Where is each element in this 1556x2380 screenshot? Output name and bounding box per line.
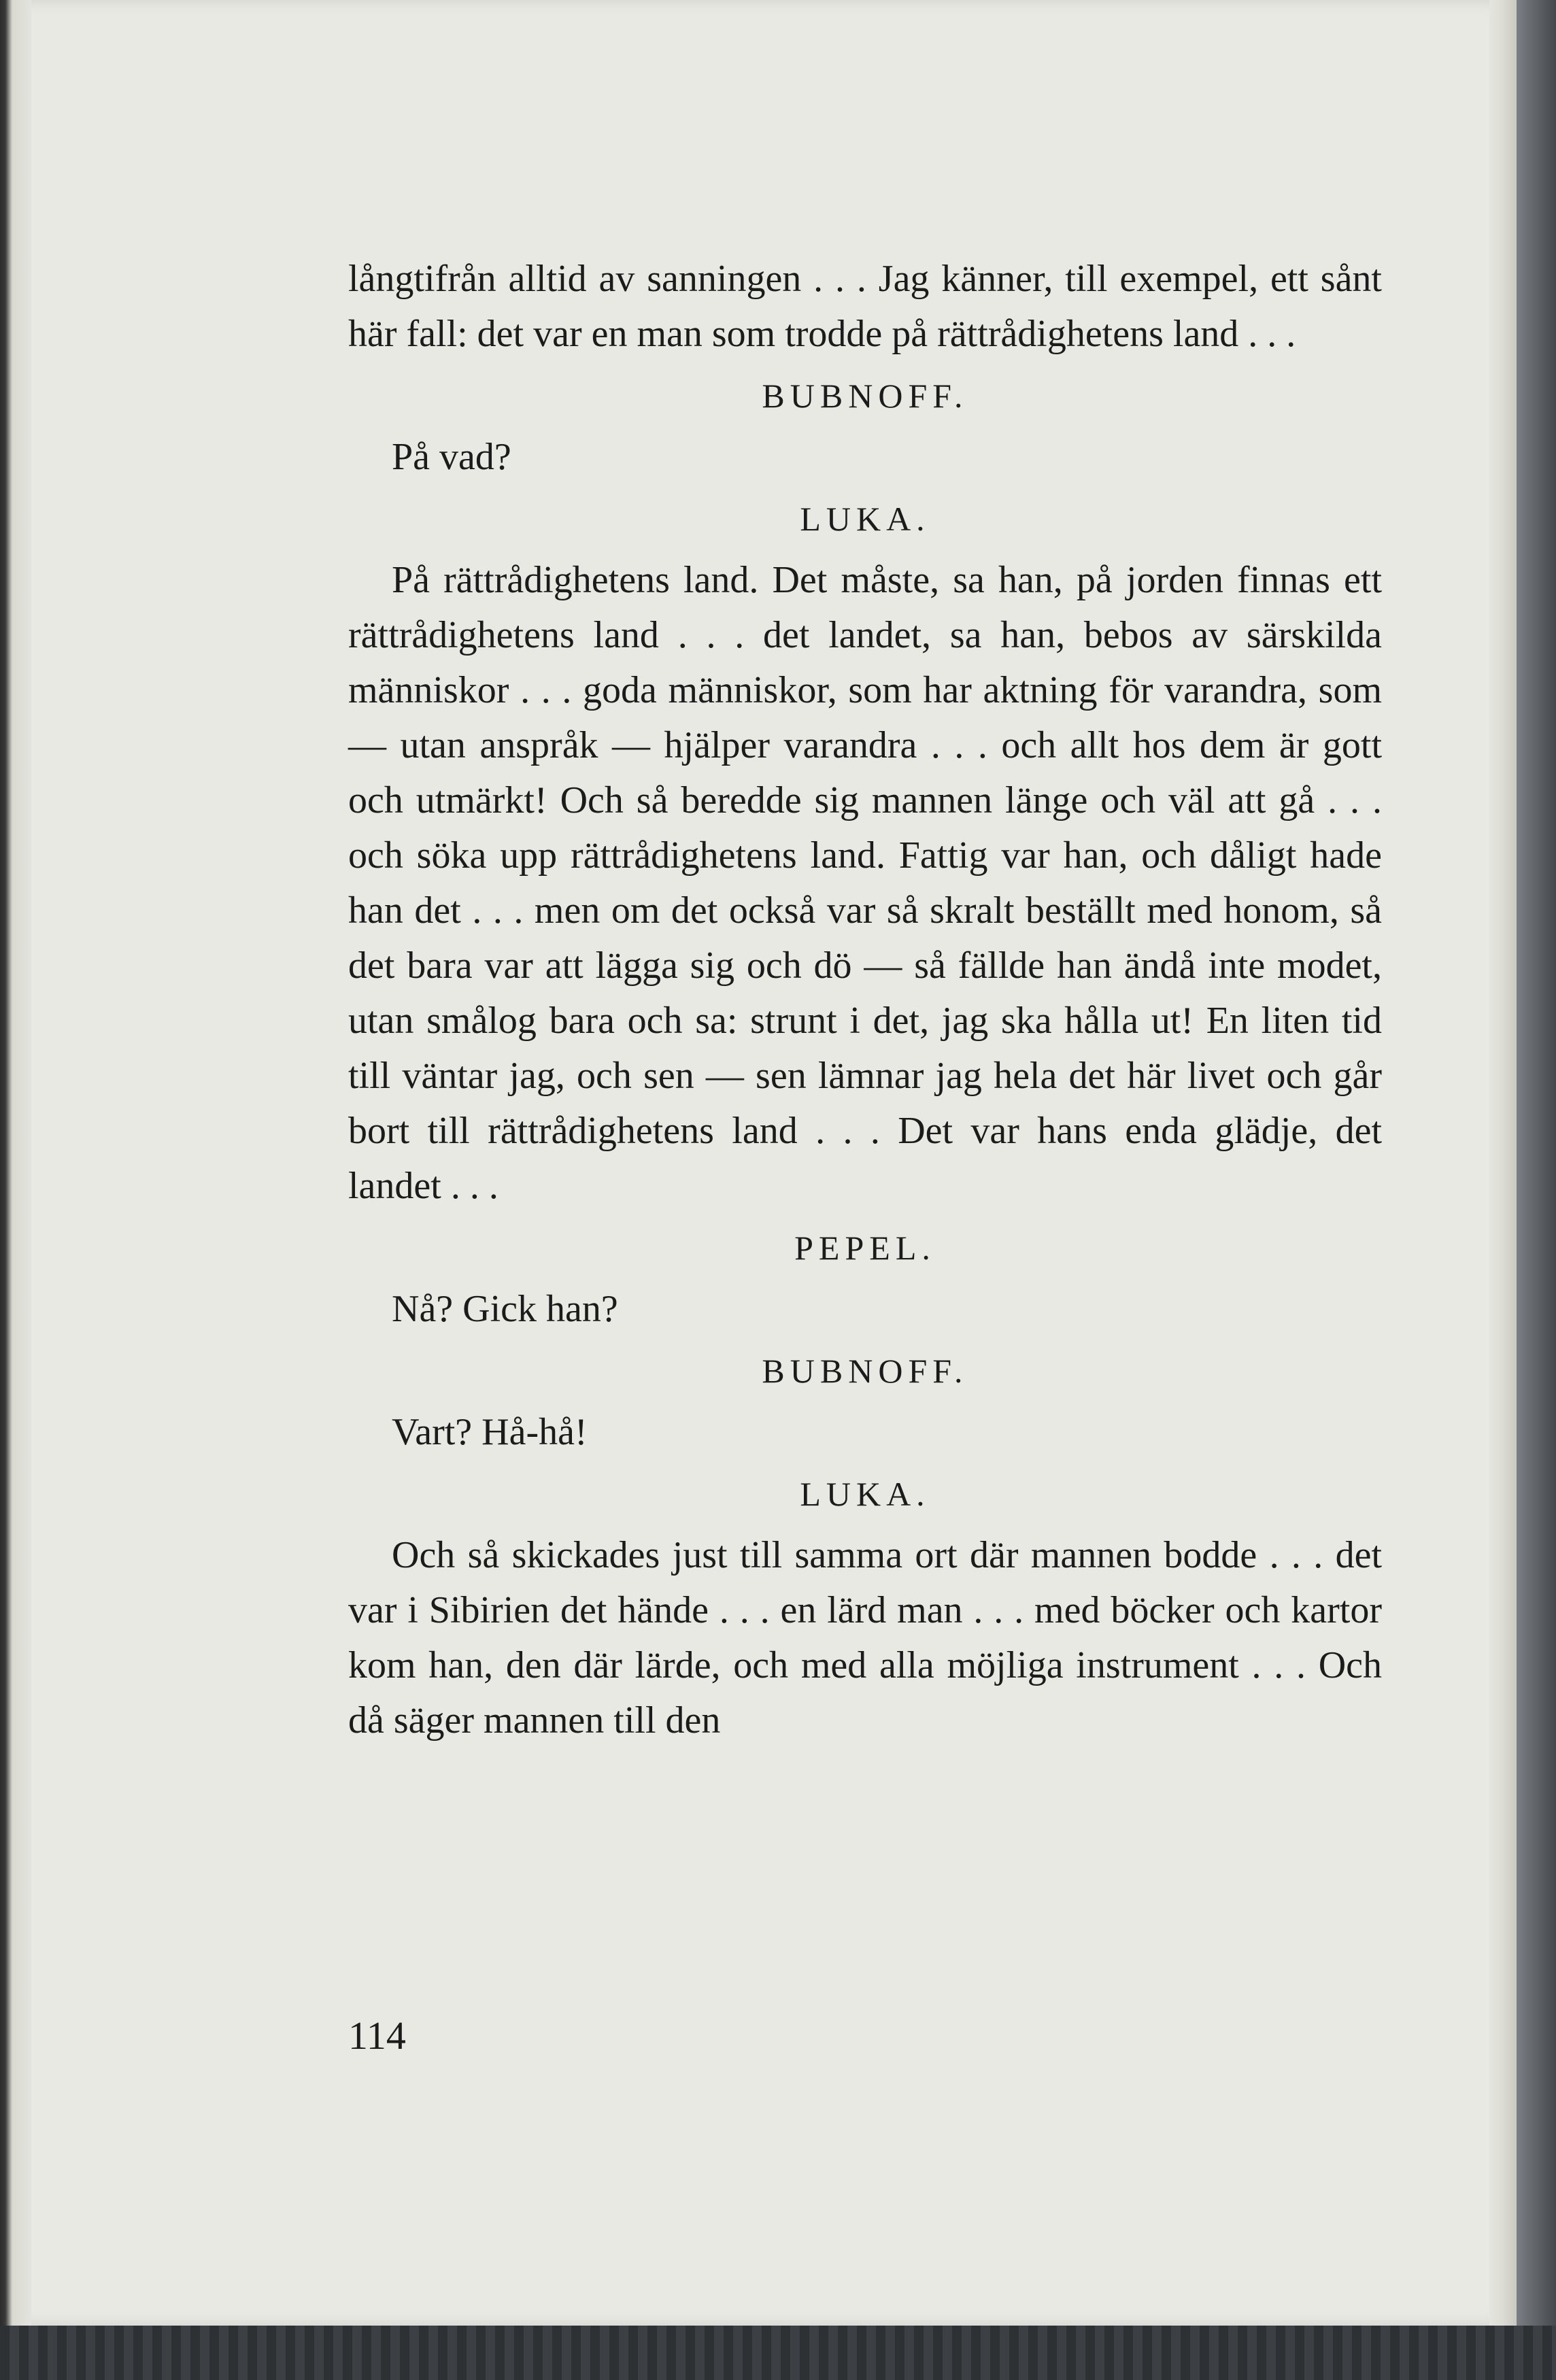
page-right-edge — [1489, 0, 1517, 2326]
book-binding — [1517, 0, 1556, 2380]
dialogue-line: Vart? Hå-hå! — [392, 1411, 588, 1453]
background-surface — [0, 2326, 1556, 2380]
speaker-pepel: PEPEL. — [794, 1229, 936, 1267]
speaker-luka: LUKA. — [800, 1475, 930, 1513]
page-left-edge — [0, 0, 31, 2326]
page-text — [348, 252, 1382, 1748]
opening-paragraph: långtifrån alltid av sanningen . . . Jag känner, till exempel, ett sånt här fall: det var en man som trodde på rättrådighetens land . . . — [348, 258, 1382, 355]
dialogue-paragraph: På rättrådighetens land. Det måste, sa han, på jorden finnas ett rättrådighetens land . . . det landet, sa han, bebos av särskilda människor . . . goda människor, som har aktning för varandra, som — utan anspråk — hjälper varandra . . . och allt hos dem är gott och utmärkt! Och så beredde sig mannen länge och väl att gå . . . och söka upp rättrådighetens land. Fattig var han, och dåligt hade han det . . . men om det också var så skralt beställt med honom, så det bara var att lägga sig och dö — så fällde han ändå inte modet, utan smålog bara och sa: strunt i det, jag ska hålla ut! En liten tid till väntar jag, och sen — sen lämnar jag hela det här livet och går bort till rättrådighetens land . . . Det var hans enda glädje, det landet . . . — [348, 559, 1382, 1207]
speaker-luka: LUKA. — [800, 500, 930, 538]
speaker-bubnoff: BUBNOFF. — [762, 1352, 968, 1390]
dialogue-paragraph: Och så skickades just till samma ort där mannen bodde . . . det var i Sibirien det hände . . . en lärd man . . . med böcker och kartor kom han, den där lärde, och med alla möjliga instrument . . . Och då säger mannen till den — [348, 1534, 1382, 1741]
dialogue-line: På vad? — [392, 436, 511, 478]
speaker-bubnoff: BUBNOFF. — [762, 377, 968, 415]
page-number: 114 — [348, 2013, 406, 2058]
dialogue-line: Nå? Gick han? — [392, 1288, 618, 1330]
